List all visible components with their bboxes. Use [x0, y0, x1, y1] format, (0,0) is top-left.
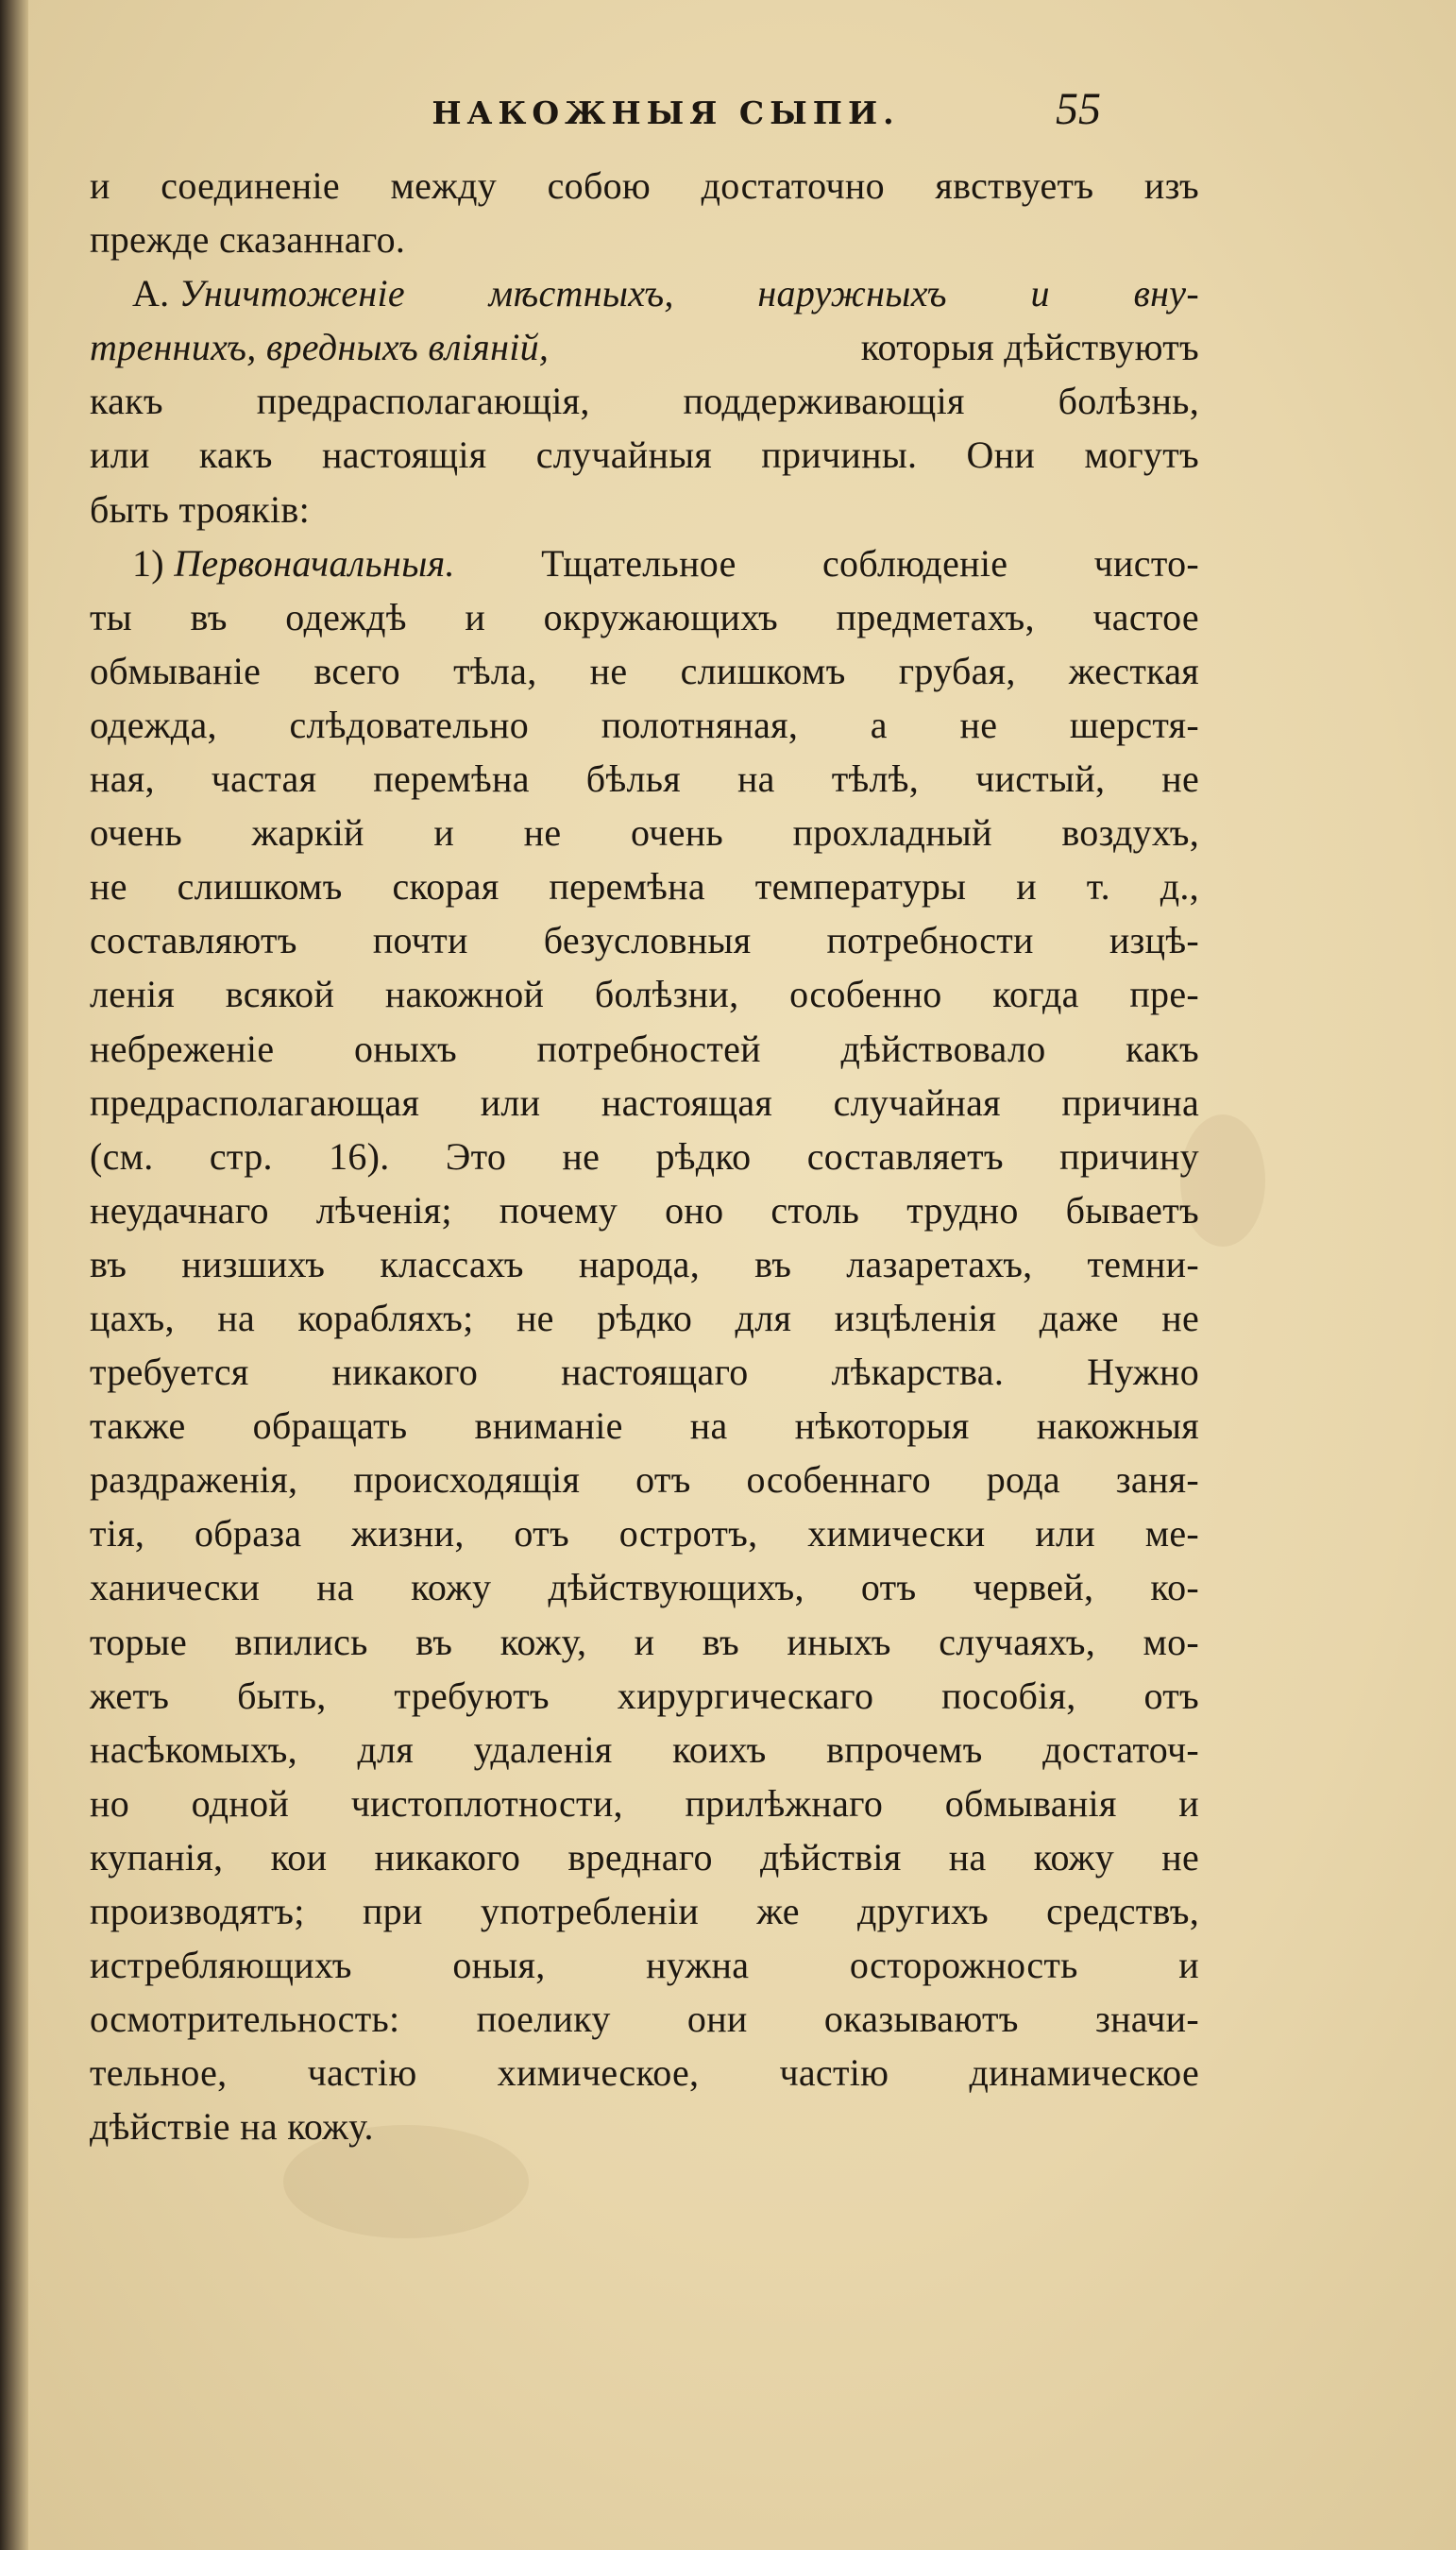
text-line: очень жаркій и не очень прохладный воздухъ, [90, 811, 1199, 855]
text-line: какъ предрасполагающія, поддерживающія болѣзнь, [90, 380, 1199, 423]
text-line: ханически на кожу дѣйствующихъ, отъ червей, ко- [90, 1566, 1199, 1609]
text-line: одежда, слѣдовательно полотняная, а не шерстя- [90, 703, 1199, 746]
text-line: цахъ, на корабляхъ; не рѣдко для изцѣленія даже не [90, 1296, 1199, 1339]
text-line: предрасполагающая или настоящая случайная причина [90, 1080, 1199, 1124]
text-line: и соединеніе между собою достаточно явствуетъ изъ [90, 164, 1199, 207]
section-heading-line: А. Уничтоженіе мѣстныхъ, наружныхъ и вну- [132, 272, 1199, 315]
text-line: ленія всякой накожной болѣзни, особенно когда пре- [90, 973, 1199, 1016]
text-line: обмываніе всего тѣла, не слишкомъ грубая, жесткая [90, 649, 1199, 692]
text-line: требуется никакого настоящаго лѣкарства. Нужно [90, 1351, 1199, 1394]
text-line: ты въ одеждѣ и окружающихъ предметахъ, частое [90, 595, 1199, 638]
text-line: торые впились въ кожу, и въ иныхъ случаяхъ, мо- [90, 1620, 1199, 1663]
text-line: осмотрительность: поелику они оказываютъ значи- [90, 1998, 1199, 2041]
text-line: прежде сказаннаго. [90, 218, 406, 262]
text-line: небреженіе оныхъ потребностей дѣйствовало какъ [90, 1027, 1199, 1070]
text-line: тельное, частію химическое, частію динамическое [90, 2051, 1199, 2095]
text-line: треннихъ, вредныхъ вліяній, которыя дѣйствуютъ [90, 326, 1199, 369]
page-gutter-shadow [0, 0, 28, 2550]
text-line: быть трояків: [90, 487, 311, 531]
text-line: но одной чистоплотности, прилѣжнаго обмыванія и [90, 1781, 1199, 1825]
text-line: (см. стр. 16). Это не рѣдко составляетъ причину [90, 1134, 1199, 1178]
text-line: жетъ быть, требуютъ хирургическаго пособія, отъ [90, 1674, 1199, 1717]
text-line: ная, частая перемѣна бѣлья на тѣлѣ, чистый, не [90, 757, 1199, 801]
page-number: 55 [1056, 84, 1101, 134]
text-line: дѣйствіе на кожу. [90, 2105, 374, 2149]
running-head: НАКОЖНЫЯ СЫПИ. [432, 94, 900, 131]
text-line: въ низшихъ классахъ народа, въ лазаретахъ, темни- [90, 1242, 1199, 1285]
text-line: раздраженія, происходящія отъ особеннаго рода заня- [90, 1458, 1199, 1502]
text-line: истребляющихъ оныя, нужна осторожность и [90, 1944, 1199, 1987]
text-line: тія, образа жизни, отъ остротъ, химически или ме- [90, 1512, 1199, 1556]
body-text [90, 159, 1199, 2153]
text-line: насѣкомыхъ, для удаленія коихъ впрочемъ достаточ- [90, 1727, 1199, 1771]
subsection-line: 1) Первоначальныя. Тщательное соблюденіе чисто- [132, 541, 1199, 585]
text-line: также обращать вниманіе на нѣкоторыя накожныя [90, 1404, 1199, 1448]
text-line: составляютъ почти безусловныя потребности изцѣ- [90, 919, 1199, 962]
text-line: или какъ настоящія случайныя причины. Они могутъ [90, 434, 1199, 477]
text-line: неудачнаго лѣченія; почему оно столь трудно бываетъ [90, 1188, 1199, 1232]
text-line: купанія, кои никакого вреднаго дѣйствія на кожу не [90, 1835, 1199, 1878]
text-line: производятъ; при употребленіи же другихъ средствъ, [90, 1890, 1199, 1932]
text-line: не слишкомъ скорая перемѣна температуры и т. д., [90, 865, 1199, 909]
